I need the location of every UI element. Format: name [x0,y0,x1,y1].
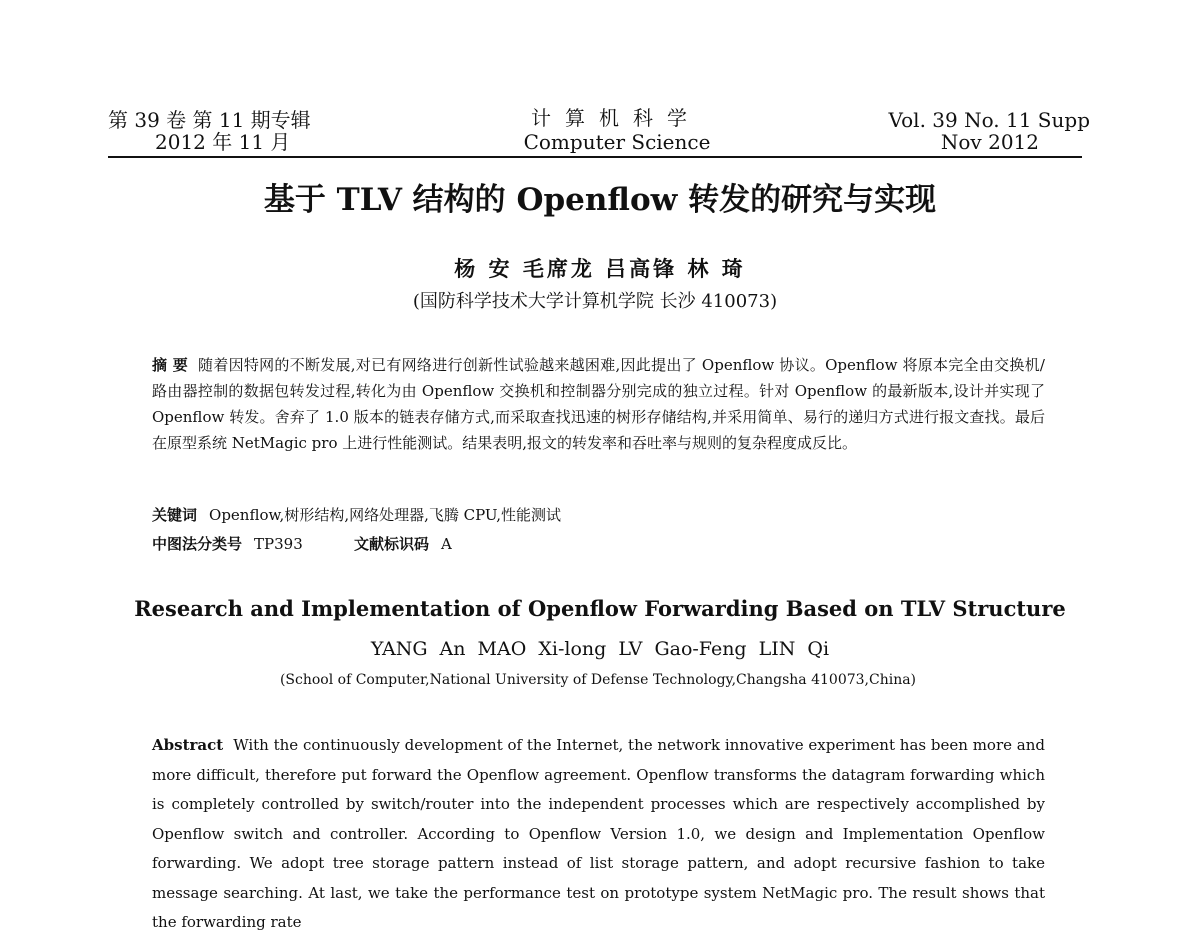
abstract-en-label: Abstract [152,736,224,754]
doc-code-value: A [441,535,452,553]
affiliation-en: (School of Computer,National University of Defense Technology,Changsha 410073,China) [279,672,917,688]
journal-date-en: Nov 2012 [940,130,1039,154]
journal-name-en: Computer Science [523,130,711,154]
clc-label: 中图法分类号 [152,535,243,553]
journal-volume-issue: 第 39 卷 第 11 期专辑 [108,108,311,132]
paper-title-zh: 基于 TLV 结构的 Openflow 转发的研究与实现 [263,182,937,218]
clc-value: TP393 [254,535,303,553]
keywords-zh-text: Openflow,树形结构,网络处理器,飞腾 CPU,性能测试 [209,506,561,524]
abstract-en-text: With the continuously development of the Internet, the network innovative experiment has been more and more difficult, therefore put forward the Openflow agreement. Openflow transforms the datagram forwarding which is completely controlled by switch/router into the independent processes which are respectively accomplished by Openflow switch and controller. According to Openflow Version 1.0, we design and Implementation Openflow forwarding. We adopt tree storage pattern instead of list storage pattern, and adopt recursive fashion to take message searching. At last, we take the performance test on prototype system NetMagic pro. The result shows that the forwarding rate [152,736,1045,931]
header-rule [108,156,1082,158]
abstract-zh-label: 摘 要 [152,356,189,374]
journal-volume-en: Vol. 39 No. 11 Supp [888,108,1090,132]
abstract-zh-text: 随着因特网的不断发展,对已有网络进行创新性试验越来越困难,因此提出了 Openflow 协议。Openflow 将原本完全由交换机/路由器控制的数据包转发过程,转化为由 Openflow 交换机和控制器分别完成的独立过程。针对 Openflow 的最新版本,设计并实现了 Openflow 转发。舍弃了 1.0 版本的链表存储方式,而采取查找迅速的树形存储结构,并采用简单、易行的递归方式进行报文查找。最后在原型系统 NetMagic pro 上进行性能测试。结果表明,报文的转发率和吞吐率与规则的复杂程度成反比。 [152,356,1045,452]
authors-en: YANG An MAO Xi-long LV Gao-Feng LIN Qi [370,638,830,660]
abstract-zh [152,352,1045,456]
journal-date-zh: 2012 年 11 月 [155,130,291,154]
keywords-zh [152,504,561,526]
classification-zh [152,533,452,555]
abstract-en [152,731,1045,938]
paper-title-en: Research and Implementation of Openflow Forwarding Based on TLV Structure [134,596,1066,621]
keywords-zh-label: 关键词 [152,506,198,524]
journal-name-zh: 计算机科学 [531,106,701,130]
doc-code-label: 文献标识码 [354,535,430,553]
authors-zh: 杨 安 毛席龙 吕高锋 林 琦 [454,256,746,281]
affiliation-zh: (国防科学技术大学计算机学院 长沙 410073) [412,291,778,312]
